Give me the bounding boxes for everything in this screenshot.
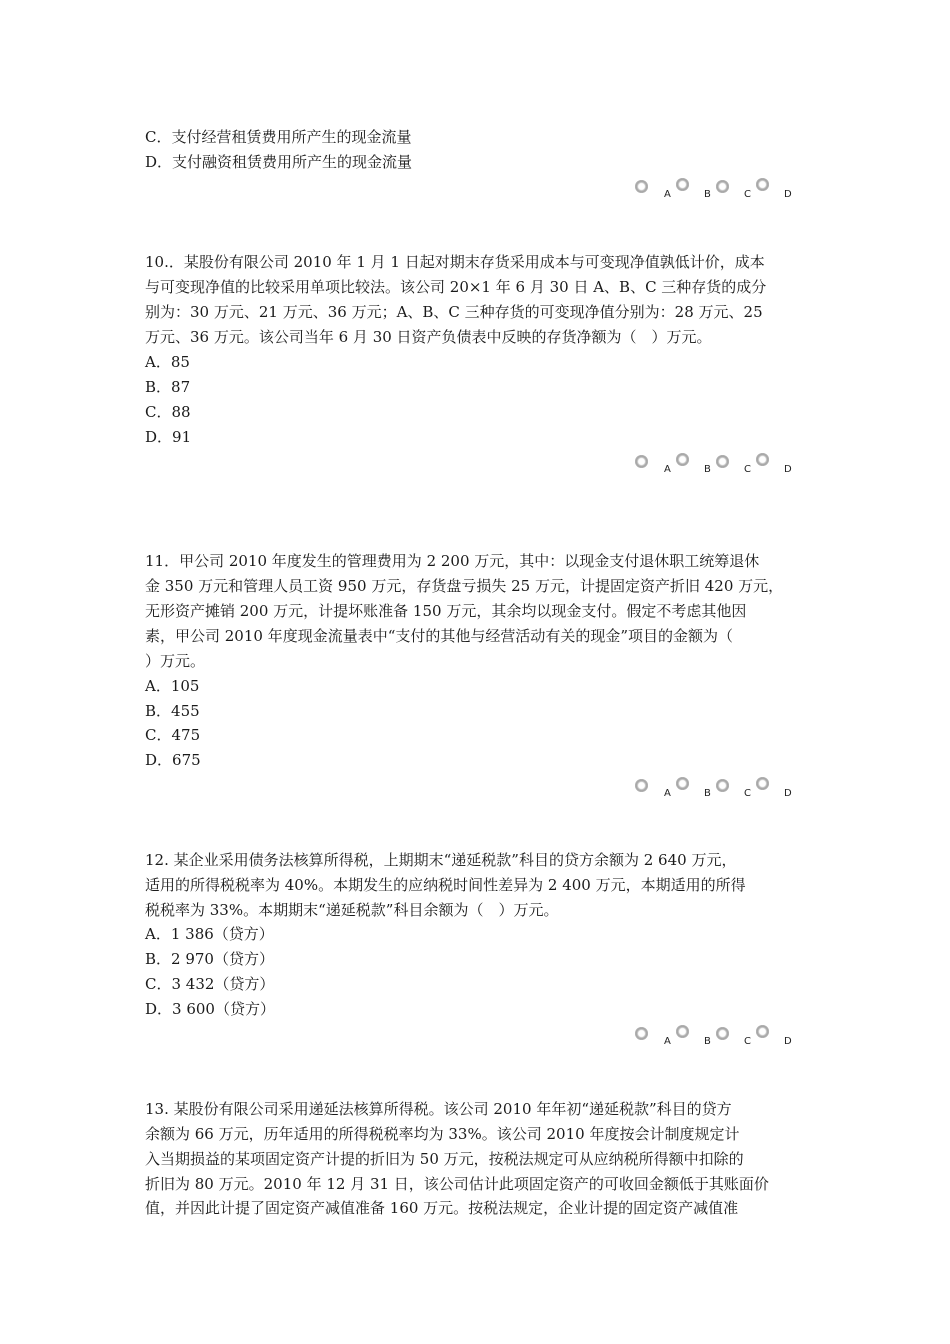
q11-option-d: D．675 [145,751,201,769]
q12-radio-d[interactable] [756,1025,769,1038]
q11-answer-radios [630,777,810,801]
q9-radio-label-b: B [704,189,711,200]
q9-answer-radios [630,178,810,202]
q13-stem-line: 余额为 66 万元，历年适用的所得税税率均为 33%。该公司 2010 年度按会计制度规定计 [145,1125,740,1143]
q11-radio-c[interactable] [716,779,729,792]
q9-radio-d[interactable] [756,178,769,191]
q11-stem-line: 无形资产摊销 200 万元，计提坏账准备 150 万元，其余均以现金支付。假定不考虑其他因 [145,602,747,620]
q10-radio-d[interactable] [756,453,769,466]
q12-radio-a[interactable] [635,1027,648,1040]
q10-radio-b[interactable] [676,453,689,466]
q12-radio-b[interactable] [676,1025,689,1038]
q9-radio-label-a: A [664,189,671,200]
q11-radio-a[interactable] [635,779,648,792]
q10-stem-line: 万元、36 万元。该公司当年 6 月 30 日资产负债表中反映的存货净额为（ ）万元。 [145,328,712,346]
q10-radio-a[interactable] [635,455,648,468]
q12-stem-line: 12. 某企业采用债务法核算所得税，上期期末“递延税款”科目的贷方余额为 2 640 万元， [145,851,737,869]
q13-stem-line: 入当期损益的某项固定资产计提的折旧为 50 万元，按税法规定可从应纳税所得额中扣除的 [145,1150,744,1168]
q11-radio-label-b: B [704,788,711,799]
q12-option-a: A．1 386（贷方） [145,925,274,943]
q12-stem-line: 税税率为 33%。本期期末“递延税款”科目余额为（ ）万元。 [145,901,559,919]
q10-option-a: A．85 [145,353,190,371]
q13-stem-line: 13. 某股份有限公司采用递延法核算所得税。该公司 2010 年年初“递延税款”科目的贷方 [145,1100,732,1118]
q10-radio-label-c: C [744,464,751,475]
q11-radio-label-a: A [664,788,671,799]
q11-radio-label-c: C [744,788,751,799]
q10-radio-c[interactable] [716,455,729,468]
q10-stem-line: 别为：30 万元、21 万元、36 万元；A、B、C 三种存货的可变现净值分别为：28 万元、25 [145,303,763,321]
q9-radio-c[interactable] [716,180,729,193]
q12-stem-line: 适用的所得税税率为 40%。本期发生的应纳税时间性差异为 2 400 万元，本期适用的所得 [145,876,746,894]
q12-radio-label-a: A [664,1036,671,1047]
q12-radio-label-c: C [744,1036,751,1047]
q11-option-a: A．105 [145,677,200,695]
q12-answer-radios [630,1025,810,1049]
q13-stem-line: 值，并因此计提了固定资产减值准备 160 万元。按税法规定，企业计提的固定资产减值准 [145,1199,739,1217]
q11-stem-line: ）万元。 [145,652,206,670]
q10-radio-label-a: A [664,464,671,475]
q11-radio-b[interactable] [676,777,689,790]
q11-radio-d[interactable] [756,777,769,790]
q9-radio-label-c: C [744,189,751,200]
q10-answer-radios [630,453,810,477]
q11-radio-label-d: D [784,788,792,799]
q12-option-c: C．3 432（贷方） [145,975,275,993]
q12-option-b: B．2 970（贷方） [145,950,274,968]
q12-option-d: D．3 600（贷方） [145,1000,275,1018]
q11-stem-line: 素，甲公司 2010 年度现金流量表中“支付的其他与经营活动有关的现金”项目的金额为（ [145,627,734,645]
q10-radio-label-d: D [784,464,792,475]
q10-option-d: D．91 [145,428,192,446]
q10-option-c: C．88 [145,403,191,421]
q11-stem-line: 11．甲公司 2010 年度发生的管理费用为 2 200 万元，其中：以现金支付退休职工统筹退休 [145,552,760,570]
q9-radio-b[interactable] [676,178,689,191]
q12-radio-label-d: D [784,1036,792,1047]
q11-option-c: C．475 [145,726,201,744]
q9-option-c: C．支付经营租赁费用所产生的现金流量 [145,128,412,146]
q10-stem-line: 与可变现净值的比较采用单项比较法。该公司 20×1 年 6 月 30 日 A、B、C 三种存货的成分 [145,278,767,296]
q12-radio-label-b: B [704,1036,711,1047]
q10-radio-label-b: B [704,464,711,475]
q13-stem-line: 折旧为 80 万元。2010 年 12 月 31 日，该公司估计此项固定资产的可收回金额低于其账面价 [145,1175,769,1193]
q12-radio-c[interactable] [716,1027,729,1040]
q9-option-d: D．支付融资租赁费用所产生的现金流量 [145,153,413,171]
q11-option-b: B．455 [145,702,200,720]
q10-stem-line: 10.．某股份有限公司 2010 年 1 月 1 日起对期末存货采用成本与可变现净值孰低计价，成本 [145,253,765,271]
q11-stem-line: 金 350 万元和管理人员工资 950 万元，存货盘亏损失 25 万元，计提固定资产折旧 420 万元， [145,577,784,595]
q9-radio-a[interactable] [635,180,648,193]
q9-radio-label-d: D [784,189,792,200]
q10-option-b: B．87 [145,378,191,396]
